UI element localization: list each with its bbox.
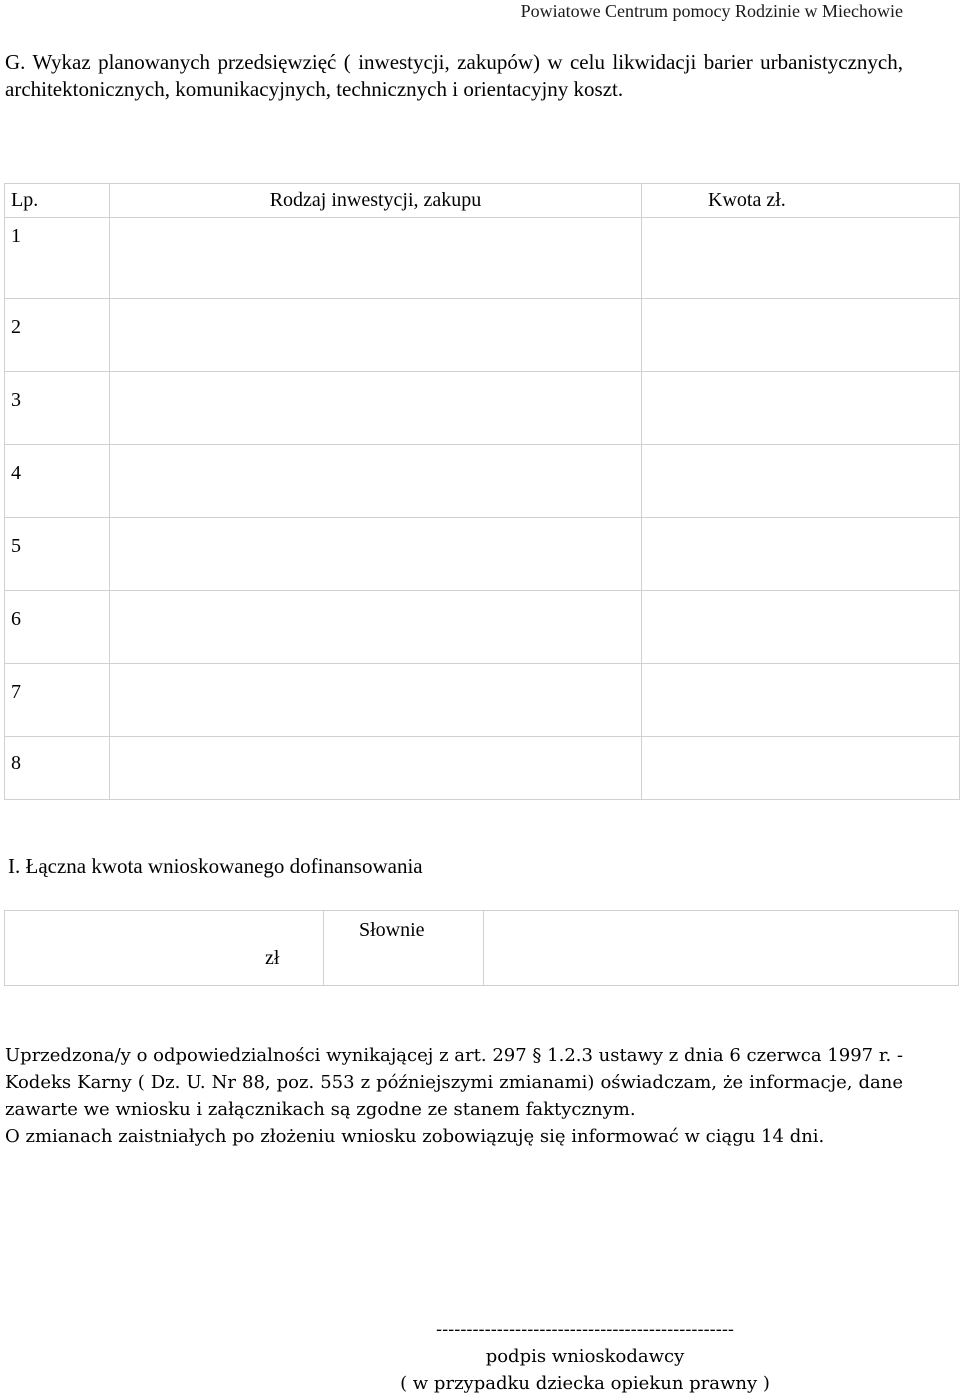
investment-table: [4, 183, 960, 800]
row-lp: 3: [5, 372, 110, 445]
signature-line[interactable]: -------------------------------------------------: [435, 1319, 735, 1340]
row-kwota-cell[interactable]: [642, 299, 960, 372]
row-kwota-cell[interactable]: [642, 591, 960, 664]
row-rodzaj-cell[interactable]: [110, 737, 642, 800]
row-kwota-cell[interactable]: [642, 445, 960, 518]
row-rodzaj-cell[interactable]: [110, 445, 642, 518]
row-kwota-cell[interactable]: [642, 218, 960, 299]
row-rodzaj-cell[interactable]: [110, 518, 642, 591]
signature-note: ( w przypadku dziecka opiekun prawny ): [400, 1373, 770, 1394]
header-rodzaj: Rodzaj inwestycji, zakupu: [110, 184, 642, 218]
header-kwota: Kwota zł.: [642, 184, 960, 218]
row-lp: 1: [5, 218, 110, 299]
row-kwota-cell[interactable]: [642, 737, 960, 800]
declaration-paragraph: Uprzedzona/y o odpowiedzialności wynikającej z art. 297 § 1.2.3 ustawy z dnia 6 czerwca 1997 r. - Kodeks Karny ( Dz. U. Nr 88, poz. 553 z późniejszymi zmianami) oświadczam, że informacje, dane zawarte we wniosku i załącznikach są zgodne ze stanem faktycznym.: [5, 1045, 903, 1120]
table-row: [5, 299, 960, 372]
section-i-title: I. Łączna kwota wnioskowanego dofinansowania: [8, 854, 423, 878]
currency-label: zł: [265, 947, 280, 969]
section-g-title: G. Wykaz planowanych przedsięwzięć ( inwestycji, zakupów) w celu likwidacji barier urbanistycznych, architektonicznych, komunikacyjnych, technicznych i orientacyjny koszt.: [5, 50, 903, 101]
header-lp: Lp.: [5, 184, 110, 218]
table-row: [5, 664, 960, 737]
table-row: [5, 737, 960, 800]
declaration: [5, 1042, 903, 1150]
table-row: [5, 372, 960, 445]
row-lp: 7: [5, 664, 110, 737]
total-amount-box: [4, 910, 959, 986]
divider: [323, 911, 324, 985]
table-row: [5, 518, 960, 591]
row-rodzaj-cell[interactable]: [110, 664, 642, 737]
row-rodzaj-cell[interactable]: [110, 218, 642, 299]
row-lp: 5: [5, 518, 110, 591]
table-row: [5, 445, 960, 518]
signature-label: podpis wnioskodawcy: [485, 1346, 685, 1367]
row-kwota-cell[interactable]: [642, 518, 960, 591]
in-words-label: Słownie: [359, 919, 425, 941]
row-lp: 4: [5, 445, 110, 518]
declaration-paragraph: O zmianach zaistniałych po złożeniu wniosku zobowiązuję się informować w ciągu 14 dni.: [5, 1126, 825, 1147]
table-row: [5, 218, 960, 299]
row-rodzaj-cell[interactable]: [110, 372, 642, 445]
signature-block: [380, 1316, 790, 1397]
row-kwota-cell[interactable]: [642, 372, 960, 445]
row-lp: 2: [5, 299, 110, 372]
table-row: [5, 591, 960, 664]
row-rodzaj-cell[interactable]: [110, 591, 642, 664]
in-words-field[interactable]: [484, 911, 958, 985]
row-kwota-cell[interactable]: [642, 664, 960, 737]
organization-header: Powiatowe Centrum pomocy Rodzinie w Miechowie: [520, 1, 903, 21]
table-header-row: [5, 184, 960, 218]
row-rodzaj-cell[interactable]: [110, 299, 642, 372]
row-lp: 6: [5, 591, 110, 664]
row-lp: 8: [5, 737, 110, 800]
